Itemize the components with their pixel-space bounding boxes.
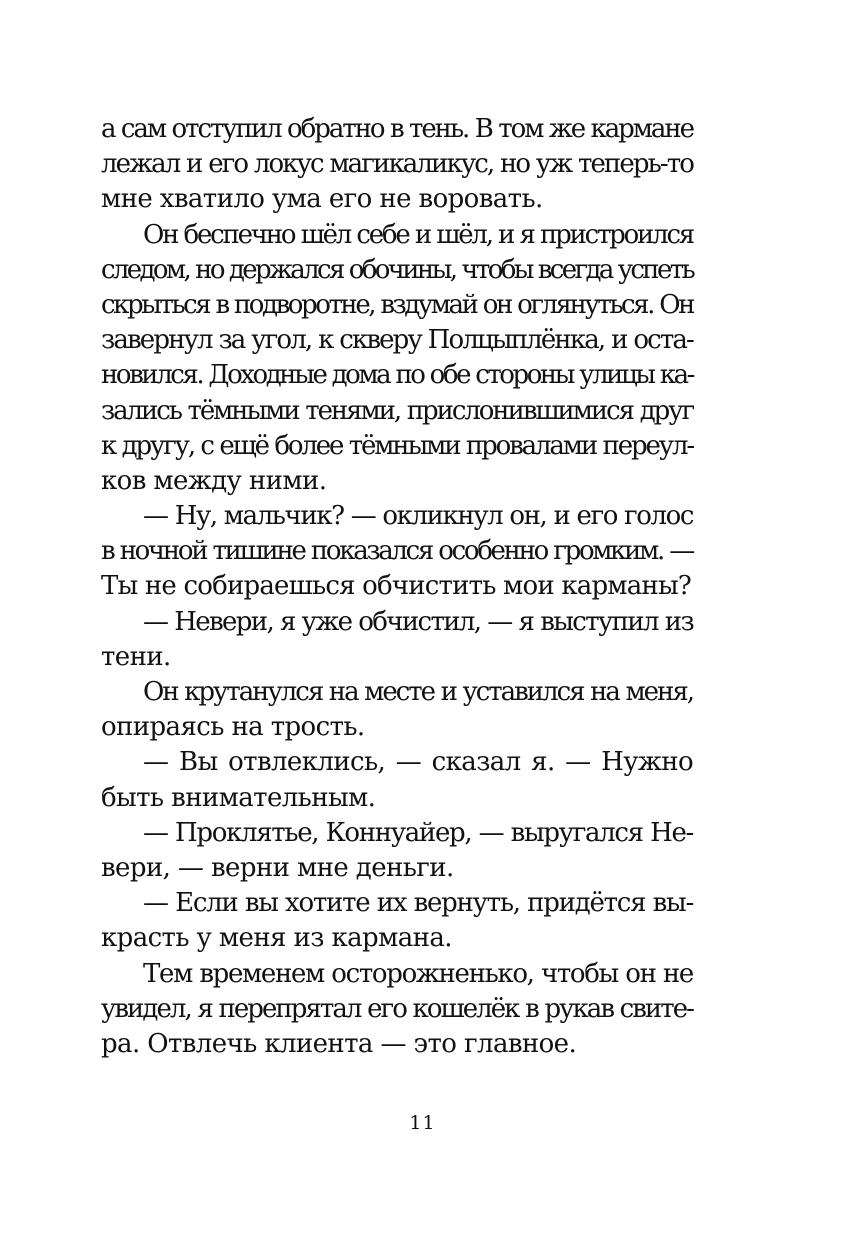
text-line: в ночной тишине показался особенно громким. —: [101, 536, 693, 567]
text-line: — Невери, я уже обчистил, — я выступил из: [143, 606, 693, 637]
text-line: вери, — верни мне деньги.: [101, 852, 454, 883]
text-line: — Вы отвлеклись, — сказал я. — Нужно: [143, 747, 693, 778]
text-line: Он крутанулся на месте и уставился на меня,: [143, 677, 693, 707]
text-line: красть у меня из кармана.: [101, 923, 452, 954]
text-line: Он беспечно шёл себе и шёл, и я пристроился: [143, 219, 693, 250]
text-line: Тем временем осторожненько, чтобы он не: [143, 958, 693, 989]
text-line: — Если вы хотите их вернуть, придётся вы-: [143, 888, 693, 919]
text-line: увидел, я перепрятал его кошелёк в рукав свите-: [101, 993, 693, 1024]
text-line: Ты не собираешься обчистить мои карманы?: [101, 571, 691, 602]
text-line: тени.: [101, 641, 171, 672]
text-line: скрыться в подворотне, вздумай он оглянуться. Он: [101, 289, 693, 320]
text-line: завернул за угол, к скверу Полцыплёнка, и оста-: [101, 325, 693, 356]
text-line: мне хватило ума его не воровать.: [101, 184, 543, 215]
text-line: к другу, с ещё более тёмными провалами переул-: [101, 430, 693, 461]
text-line: ков между ними.: [101, 465, 327, 496]
text-line: ра. Отвлечь клиента — это главное.: [101, 1028, 577, 1059]
page-number: 11: [409, 1112, 436, 1134]
body-text: [101, 112, 693, 1062]
text-line: следом, но держался обочины, чтобы всегда успеть: [101, 254, 693, 285]
text-line: зались тёмными тенями, прислонившимися друг: [101, 395, 693, 426]
text-line: — Проклятье, Коннуайер, — выругался Не-: [143, 817, 693, 848]
text-line: опираясь на трость.: [101, 712, 365, 743]
text-line: новился. Доходные дома по обе стороны улицы ка-: [101, 360, 693, 391]
text-line: — Ну, мальчик? — окликнул он, и его голос: [143, 501, 693, 532]
text-line: быть внимательным.: [101, 782, 376, 813]
text-line: лежал и его локус магикаликус, но уж теперь-то: [101, 149, 693, 180]
text-line: а сам отступил обратно в тень. В том же кармане: [101, 114, 693, 144]
